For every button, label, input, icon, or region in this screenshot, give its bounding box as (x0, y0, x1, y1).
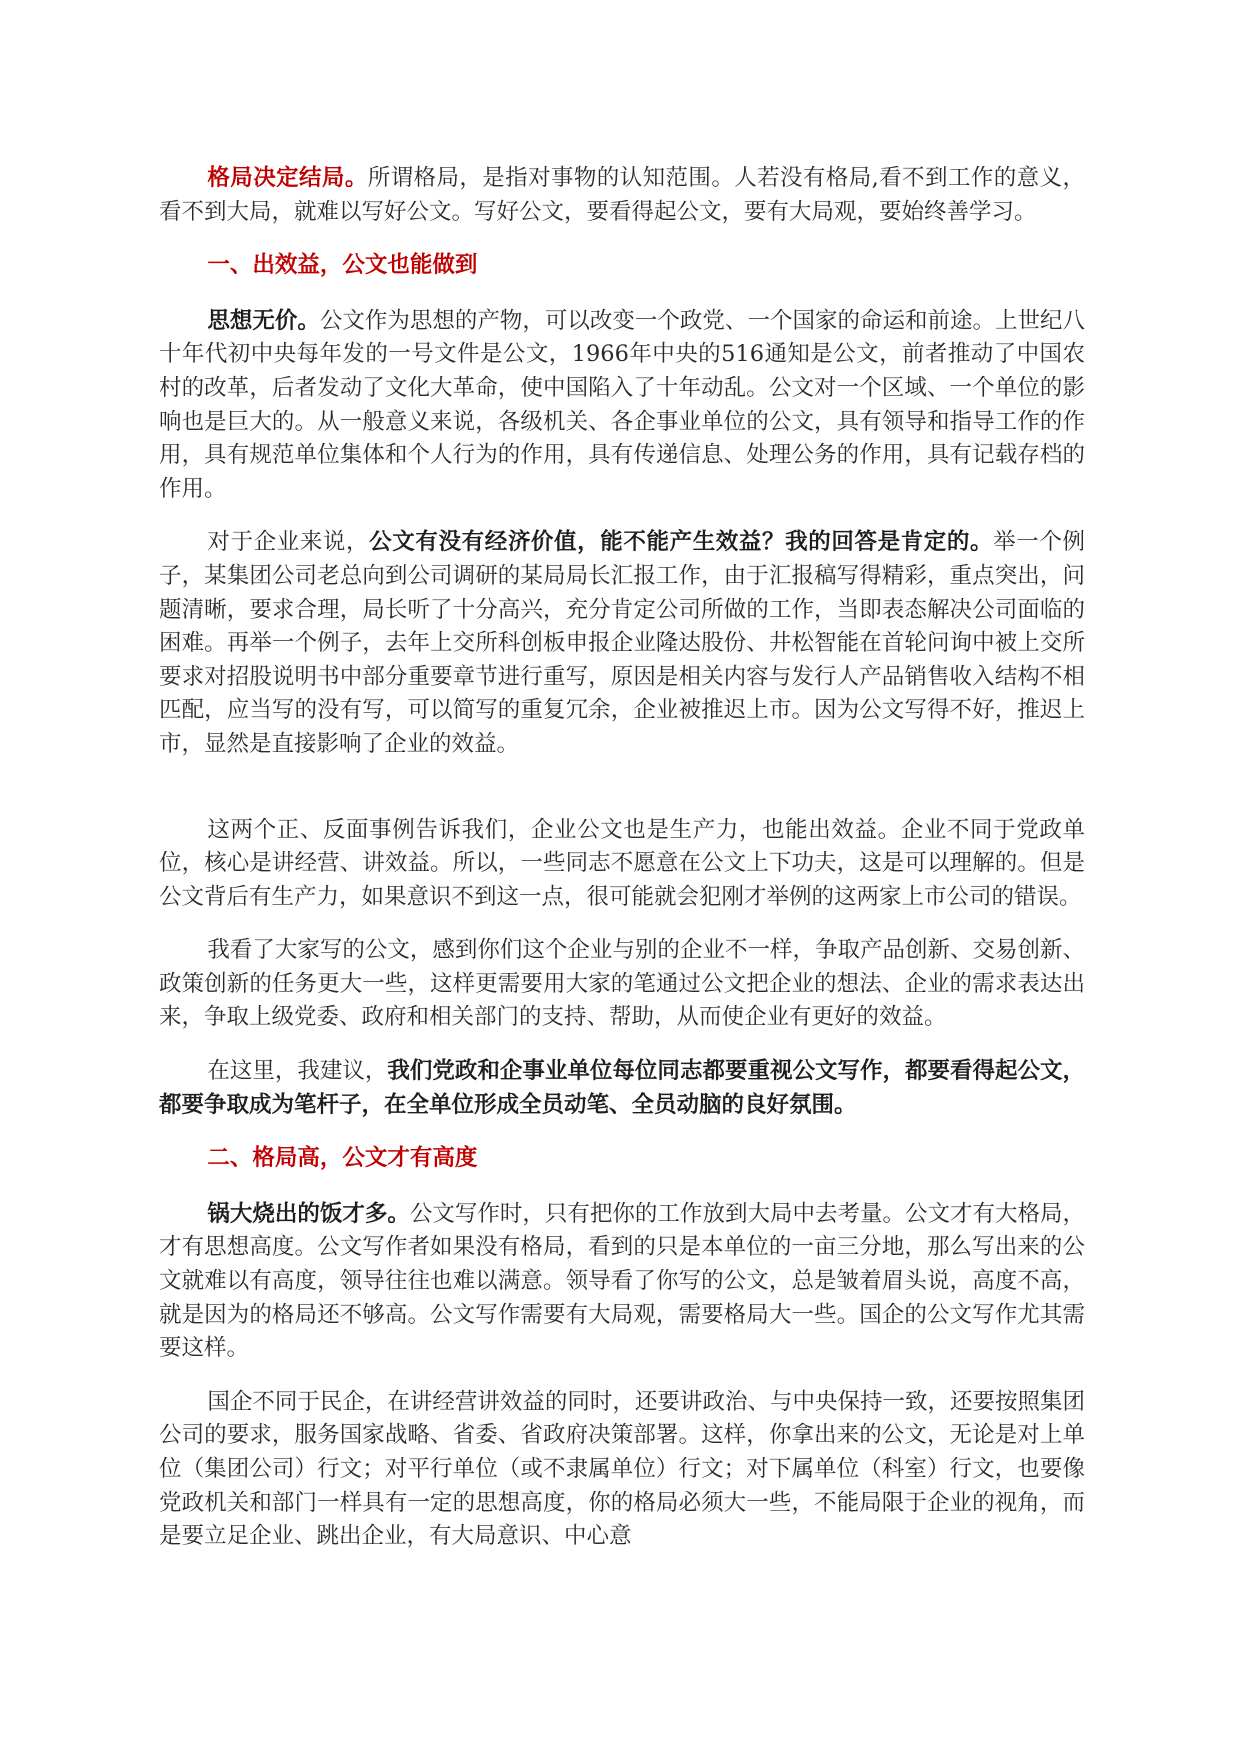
section1-p1-text: 公文作为思想的产物，可以改变一个政党、一个国家的命运和前途。上世纪八十年代初中央每年发的一号文件是公文，1966年中央的516通知是公文，前者推动了中国农村的改革，后者发动了文化大革命，使中国陷入了十年动乱。公文对一个区域、一个单位的影响也是巨大的。从一般意义来说，各级机关、各企事业单位的公文，具有领导和指导工作的作用，具有规范单位集体和个人行为的作用，具有传递信息、处理公务的作用，具有记载存档的作用。 (159, 307, 1085, 502)
section1-p5-before: 在这里，我建议， (207, 1058, 388, 1085)
section1-p1-lead: 思想无价。 (207, 307, 320, 334)
intro-text: 所谓格局，是指对事物的认知范围。人若没有格局,看不到工作的意义，看不到大局，就难以写好公文。写好公文，要看得起公文，要有大局观，要始终善学习。 (159, 165, 1085, 225)
section2-p1-text: 公文写作时，只有把你的工作放到大局中去考量。公文才有大格局，才有思想高度。公文写作者如果没有格局，看到的只是本单位的一亩三分地，那么写出来的公文就难以有高度，领导往往也难以满意。领导看了你写的公文，总是皱着眉头说，高度不高，就是因为的格局还不够高。公文写作需要有大局观，需要格局大一些。国企的公文写作尤其需要这样。 (159, 1200, 1085, 1362)
section1-paragraph-1 (159, 305, 1085, 507)
section1-heading: 一、出效益，公文也能做到 (207, 252, 478, 279)
section1-paragraph-4: 我看了大家写的公文，感到你们这个企业与别的企业不一样，争取产品创新、交易创新、政策创新的任务更大一些，这样更需要用大家的笔通过公文把企业的想法、企业的需求表达出来，争取上级党委、政府和相关部门的支持、帮助，从而使企业有更好的效益。 (159, 937, 1085, 1031)
section1-paragraph-3: 这两个正、反面事例告诉我们，企业公文也是生产力，也能出效益。企业不同于党政单位，核心是讲经营、讲效益。所以，一些同志不愿意在公文上下功夫，这是可以理解的。但是公文背后有生产力，如果意识不到这一点，很可能就会犯刚才举例的这两家上市公司的错误。 (159, 816, 1085, 910)
section1-p2-bold: 公文有没有经济价值，能不能产生效益？我的回答是肯定的。 (369, 529, 994, 556)
section2-p1-lead: 锅大烧出的饭才多。 (207, 1200, 410, 1227)
intro-lead: 格局决定结局。 (207, 165, 368, 191)
section1-paragraph-5 (159, 1055, 1085, 1122)
section1-p2-before: 对于企业来说， (207, 529, 370, 556)
section1-p5-bold: 我们党政和企事业单位每位同志都要重视公文写作，都要看得起公文，都要争取成为笔杆子，在全单位形成全员动笔、全员动脑的良好氛围。 (159, 1058, 1085, 1118)
intro-paragraph (159, 162, 1085, 229)
section1-paragraph-2 (159, 526, 1085, 761)
section2-paragraph-2: 国企不同于民企，在讲经营讲效益的同时，还要讲政治、与中央保持一致，还要按照集团公司的要求，服务国家战略、省委、省政府决策部署。这样，你拿出来的公文，无论是对上单位（集团公司）行文；对平行单位（或不隶属单位）行文；对下属单位（科室）行文，也要像党政机关和部门一样具有一定的思想高度，你的格局必须大一些，不能局限于企业的视角，而是要立足企业、跳出企业，有大局意识、中心意 (159, 1388, 1085, 1550)
section1-p2-after: 举一个例子，某集团公司老总向到公司调研的某局局长汇报工作，由于汇报稿写得精彩，重点突出，问题清晰，要求合理，局长听了十分高兴，充分肯定公司所做的工作，当即表态解决公司面临的困难。再举一个例子，去年上交所科创板申报企业隆达股份、井松智能在首轮问询中被上交所要求对招股说明书中部分重要章节进行重写，原因是相关内容与发行人产品销售收入结构不相匹配，应当写的没有写，可以简写的重复冗余，企业被推迟上市。因为公文写得不好，推迟上市，显然是直接影响了企业的效益。 (159, 529, 1085, 757)
document-page (159, 162, 1085, 1574)
section2-paragraph-1 (159, 1198, 1085, 1366)
section2-heading: 二、格局高，公文才有高度 (207, 1145, 478, 1172)
